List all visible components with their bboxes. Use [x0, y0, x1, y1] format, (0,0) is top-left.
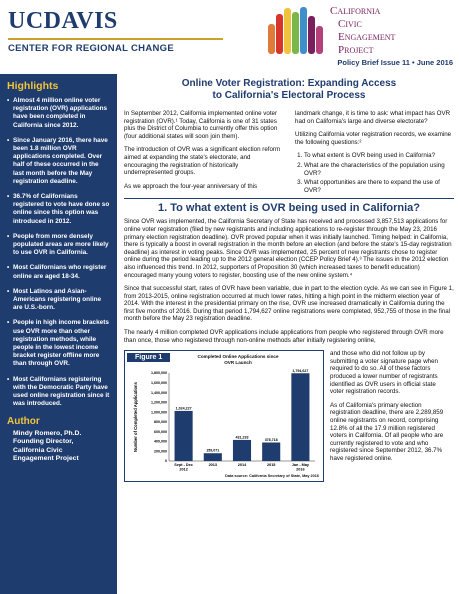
- page-header: [0, 0, 459, 74]
- ccep-logo-text: California Civic Engagement Project: [330, 5, 396, 56]
- intro-column-left: [124, 110, 283, 196]
- center-name: CENTER FOR REGIONAL CHANGE: [8, 43, 174, 54]
- x-tick-label: Jan - May: [291, 463, 310, 468]
- body-paragraph: The nearly 4 million completed OVR applications include applications from people who registered through OVR more than once, those who registered through non-online methods after initially registering online,: [124, 329, 444, 344]
- highlight-item: • Most Californians registering with the Democratic Party have used online registration since it was introduced.: [7, 376, 110, 409]
- chart-side-text: [330, 350, 450, 482]
- page-title: Online Voter Registration: Expanding Access to California's Electoral Process: [181, 78, 397, 101]
- y-tick-label: 1,200,000: [151, 400, 167, 405]
- x-tick-label: 2012: [179, 467, 188, 472]
- intro-paragraph: In September 2012, California implemented online voter registration (OVR).¹ Today, California is one of 31 states plus the District of Columbia to currently offer this option (four additional states will soon join them).: [124, 110, 278, 140]
- bar-value-label: 1,024,227: [175, 406, 192, 411]
- question-item: 1. To what extent is OVR being used in California?: [304, 152, 454, 160]
- highlights-sidebar: [0, 74, 117, 594]
- bar: [204, 453, 222, 461]
- section-body: [124, 218, 454, 344]
- highlight-item: • 36.7% of Californians registered to vote have done so online since this option was introduced in 2012.: [7, 193, 110, 226]
- intro-column-right: [295, 110, 454, 196]
- x-tick-label: 2016: [296, 467, 305, 472]
- section-heading: 1. To what extent is OVR being used in California?: [124, 198, 454, 214]
- body-paragraph: and those who did not follow up by submitting a voter signature page when required to do so. All of these factors produced a lower number of registrants identified as OVR users in official state voter registration records.: [330, 350, 439, 396]
- intro-columns: [124, 110, 454, 196]
- author-heading: Author: [7, 415, 40, 427]
- highlight-item: • Most Latinos and Asian-Americans registering online are U.S.-born.: [7, 288, 110, 313]
- figure-1-chart: [124, 350, 324, 482]
- intro-paragraph: As we approach the four-year anniversary of this: [124, 182, 258, 190]
- ucdavis-logo: UCDAVIS: [8, 8, 118, 34]
- question-item: 2. What are the characteristics of the population using OVR?: [304, 162, 454, 177]
- bar: [291, 374, 309, 462]
- bar: [262, 443, 280, 462]
- issue-label: Policy Brief Issue 11 • June 2016: [337, 58, 453, 67]
- intro-paragraph: landmark change, it is time to ask: what impact has OVR had on California's large and diverse electorate?: [295, 110, 451, 125]
- author-block: Mindy Romero, Ph.D. Founding Director, California Civic Engagement Project: [13, 429, 82, 463]
- highlights-heading: Highlights: [7, 80, 59, 92]
- bar-value-label: 431,233: [235, 435, 249, 440]
- highlight-item: • Since January 2016, there have been 1.8 million OVR applications completed. Over half of these occurred in the last month before the May registration deadline.: [7, 137, 110, 186]
- main-content: [124, 74, 454, 482]
- highlight-item: • Most Californians who register online are aged 18-34.: [7, 264, 110, 280]
- body-paragraph: Since OVR was implemented, the California Secretary of State has received and processed 3,857,513 applications for online voter registration (filed by new registrants and including applications to re-register through the May 23, 2016 primary election registration deadline). OVR proved popular when it was initially launched. Timing helped: in California, there is typically a boost in overall registration in the month before an election (and before the state's 15-day registration deadline) as interest in voting peaks. Since OVR was implemented, 25 percent of new registrants chose to register online during the period leading up to the 2012 general election (CCEP Policy Brief 4).³ The issues in the 2012 election also influenced this trend. In 2012, supporters of Proposition 30 (which increased taxes to benefit education) encouraged many young voters to register, boosting use of the new online system.⁴: [124, 218, 452, 279]
- figure-label: Figure 1: [127, 353, 170, 362]
- y-tick-label: 600,000: [154, 430, 167, 435]
- x-tick-label: 2014: [237, 463, 247, 468]
- bar-value-label: 1,794,627: [292, 369, 309, 374]
- chart-row: [124, 350, 454, 482]
- bar-value-label: 159,071: [206, 448, 220, 453]
- y-tick-label: 200,000: [154, 449, 167, 454]
- logo-divider: [8, 38, 223, 40]
- bar-chart-svg: [125, 351, 325, 483]
- y-tick-label: 800,000: [154, 420, 167, 425]
- x-tick-label: 2015: [266, 463, 276, 468]
- y-tick-label: 1,400,000: [151, 391, 167, 396]
- highlight-item: • Almost 4 million online voter registration (OVR) applications have been completed in California since 2012.: [7, 97, 110, 130]
- y-tick-label: 1,000,000: [151, 410, 167, 415]
- bar-value-label: 378,718: [264, 438, 278, 443]
- y-tick-label: 1,600,000: [151, 381, 167, 386]
- highlight-item: • People in high income brackets use OVR more than other registration methods, while people in the lowest income bracket register offline more than through OVR.: [7, 319, 110, 368]
- y-tick-label: 400,000: [154, 439, 167, 444]
- bar: [175, 411, 193, 461]
- y-axis-label: Number of Completed Applications: [133, 382, 138, 453]
- x-tick-label: Sept - Dec: [174, 463, 193, 468]
- y-tick-label: 1,800,000: [151, 371, 167, 376]
- chart-title: Completed Online Applications since OVR Launch: [197, 354, 279, 365]
- y-tick-label: 0: [165, 459, 167, 464]
- highlights-list: [7, 97, 110, 409]
- chart-source: Data source: California Secretary of State, May 2016: [225, 474, 319, 479]
- bar: [233, 440, 251, 461]
- intro-paragraph: The introduction of OVR was a significant election reform aimed at expanding the state's electorate, and encouraging the registration of historically underrepresented groups.: [124, 146, 281, 177]
- body-paragraph: As of California's primary election registration deadline, there are 2,289,859 online registrants on record, comprising 12.8% of all the 17.9 million registered voters in California. Of all people who are currently registered to vote and who registered since September 2012, 36.7% have registered online.: [330, 401, 444, 462]
- raised-hands-icon: [264, 4, 326, 60]
- highlight-item: • People from more densely populated areas are more likely to use OVR in California.: [7, 233, 110, 258]
- intro-paragraph: Utilizing California voter registration records, we examine the following questions:²: [295, 131, 452, 146]
- body-paragraph: Since that successful start, rates of OVR have been variable, due in part to the election cycle. As we can see in Figure 1, from 2013-2015, online registration occurred at much lower rates, hitting a high point in the midterm election year of 2014. With the interest in the presidential primary on the rise, OVR use increased dramatically in California during the first five months of 2016. During that period 1,794,627 online registrations were completed, 952,755 of those in the final month before the May 23 registration deadline.: [124, 285, 454, 323]
- question-item: 3. What opportunities are there to expand the use of OVR?: [304, 179, 454, 194]
- questions-list: [295, 152, 454, 194]
- x-tick-label: 2013: [208, 463, 218, 468]
